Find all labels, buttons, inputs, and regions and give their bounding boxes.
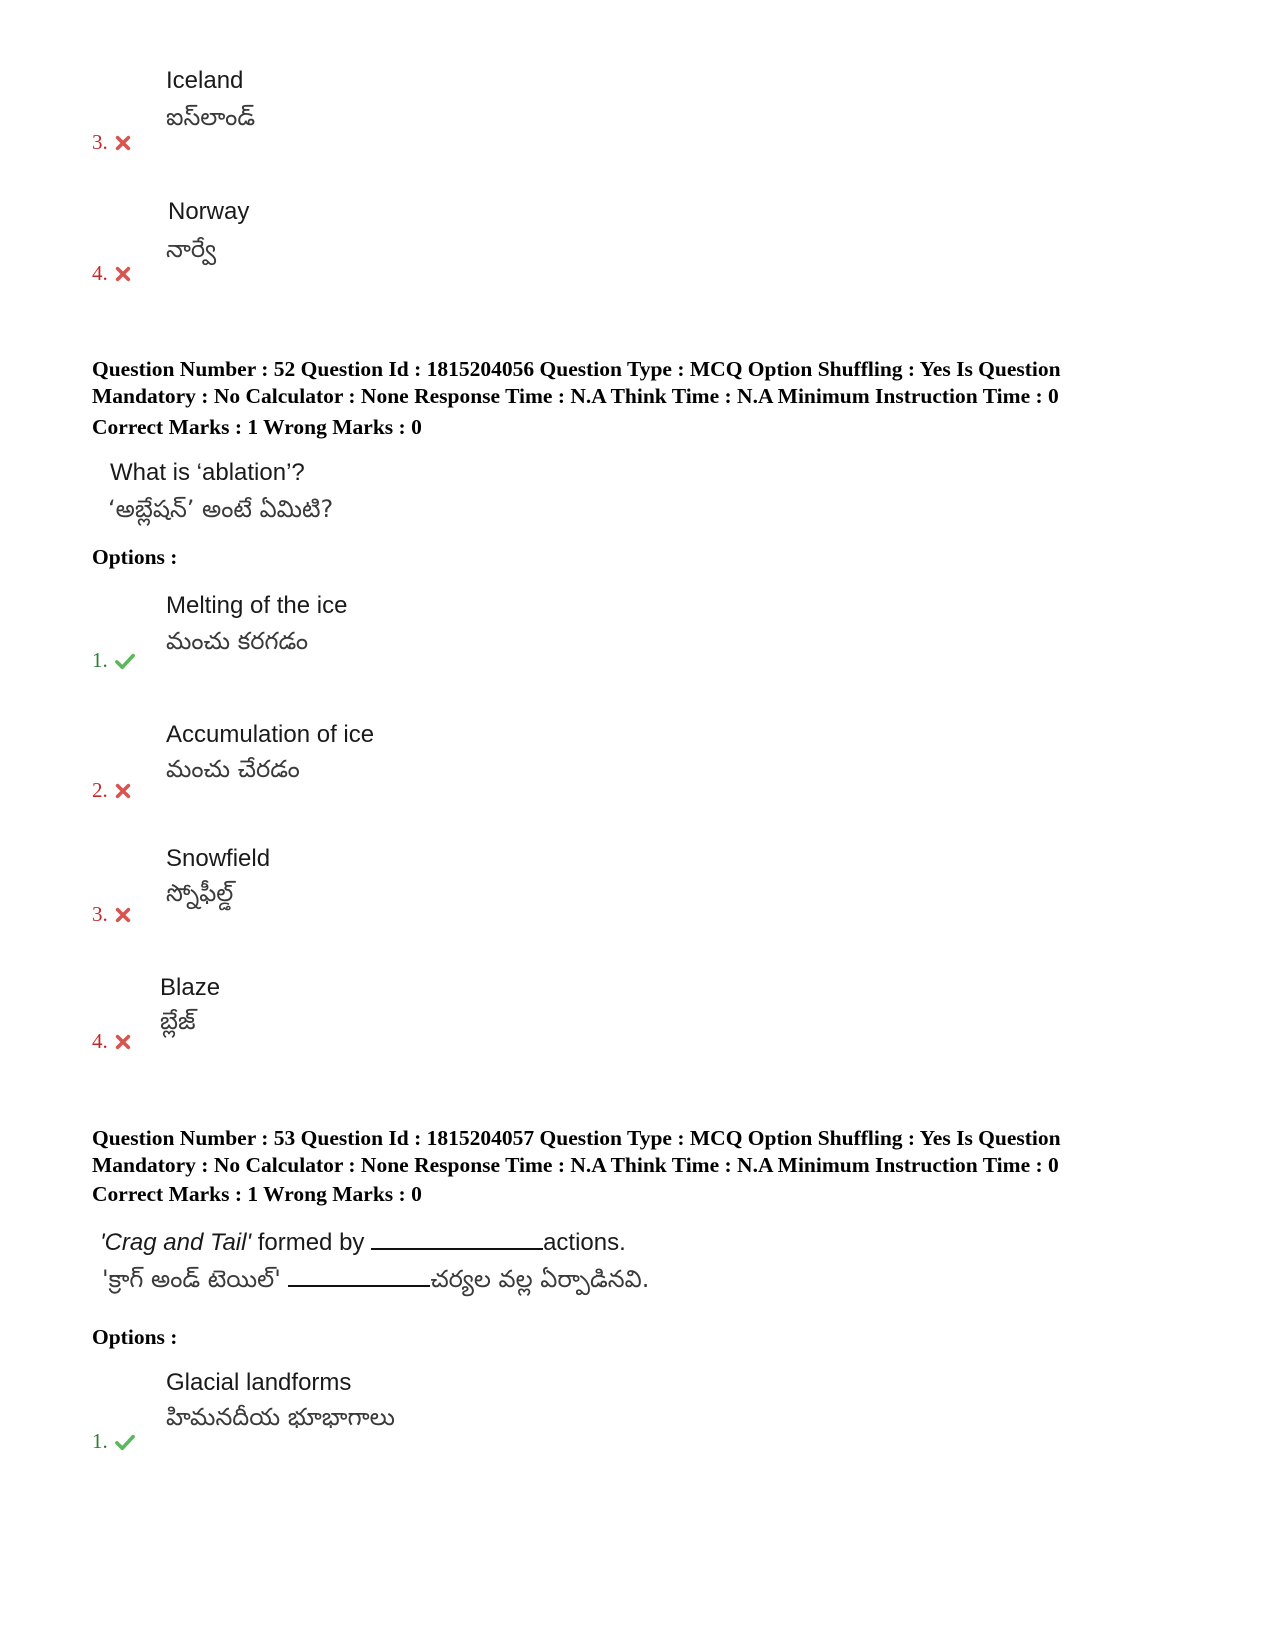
question-end: actions. (543, 1229, 626, 1256)
option-text-en: Iceland (166, 67, 244, 94)
question-end-te: చర్యల వల్ల ఏర్పాడినవి. (430, 1265, 650, 1293)
options-label: Options : (92, 545, 178, 569)
meta-line: Mandatory : No Calculator : None Response Time : N.A Think Time : N.A Minimum Instruction Time : 0 (92, 384, 1059, 408)
option-text-en: Norway (168, 198, 250, 225)
cross-icon (114, 134, 132, 152)
option-text-en: Accumulation of ice (166, 721, 375, 748)
option-number-wrong (92, 778, 132, 803)
question-53-text-te (102, 1262, 649, 1296)
option-text-en: Blaze (160, 974, 221, 1001)
meta-line: Mandatory : No Calculator : None Response Time : N.A Think Time : N.A Minimum Instruction Time : 0 (92, 1153, 1059, 1177)
option-text-te: బ్లేజ్ (160, 1007, 196, 1035)
option-text-te: మంచు కరగడం (166, 627, 309, 655)
option-number-wrong (92, 261, 132, 286)
question-52-marks: Correct Marks : 1 Wrong Marks : 0 (92, 415, 422, 439)
option-number-correct (92, 1429, 136, 1454)
question-52-text-en: What is ‘ablation’? (110, 459, 305, 486)
fill-blank (288, 1284, 430, 1287)
question-mid: formed by (251, 1229, 372, 1256)
question-term: 'Crag and Tail' (100, 1229, 252, 1256)
option-number-wrong (92, 1029, 132, 1054)
fill-blank (371, 1247, 543, 1250)
question-term-te: 'క్రాగ్ అండ్ టెయిల్' (102, 1265, 281, 1293)
option-text-te: ఐస్‌లాండ్ (166, 103, 256, 131)
option-number: 3. (92, 130, 108, 154)
question-53-text-en (100, 1228, 626, 1258)
options-label: Options : (92, 1325, 178, 1349)
cross-icon (114, 906, 132, 924)
option-number: 3. (92, 902, 108, 926)
option-number-wrong (92, 902, 132, 927)
option-text-en: Glacial landforms (166, 1369, 352, 1396)
cross-icon (114, 1033, 132, 1051)
option-text-te: నార్వే (166, 235, 217, 263)
check-icon (114, 1433, 136, 1451)
question-52-meta (92, 356, 1182, 410)
check-icon (114, 652, 136, 670)
question-53-marks: Correct Marks : 1 Wrong Marks : 0 (92, 1182, 422, 1206)
option-text-te: హిమనదీయ భూభాగాలు (166, 1403, 395, 1431)
option-number: 4. (92, 261, 108, 285)
option-text-te: మంచు చేరడం (166, 755, 300, 783)
question-52-text-te: ‘అబ్లేషన్’ అంటే ఏమిటి? (108, 495, 334, 523)
option-number-wrong (92, 130, 132, 155)
option-number-correct (92, 648, 136, 673)
cross-icon (114, 782, 132, 800)
option-text-en: Snowfield (166, 845, 271, 872)
option-number: 2. (92, 778, 108, 802)
cross-icon (114, 265, 132, 283)
option-number: 4. (92, 1029, 108, 1053)
question-53-meta (92, 1125, 1182, 1179)
option-text-en: Melting of the ice (166, 592, 348, 619)
option-number: 1. (92, 648, 108, 672)
meta-line: Question Number : 53 Question Id : 1815204057 Question Type : MCQ Option Shuffling : Yes Is Question (92, 1126, 1061, 1150)
option-number: 1. (92, 1429, 108, 1453)
option-text-te: స్నోఫీల్డ్ (166, 879, 234, 907)
meta-line: Question Number : 52 Question Id : 1815204056 Question Type : MCQ Option Shuffling : Yes Is Question (92, 357, 1061, 381)
